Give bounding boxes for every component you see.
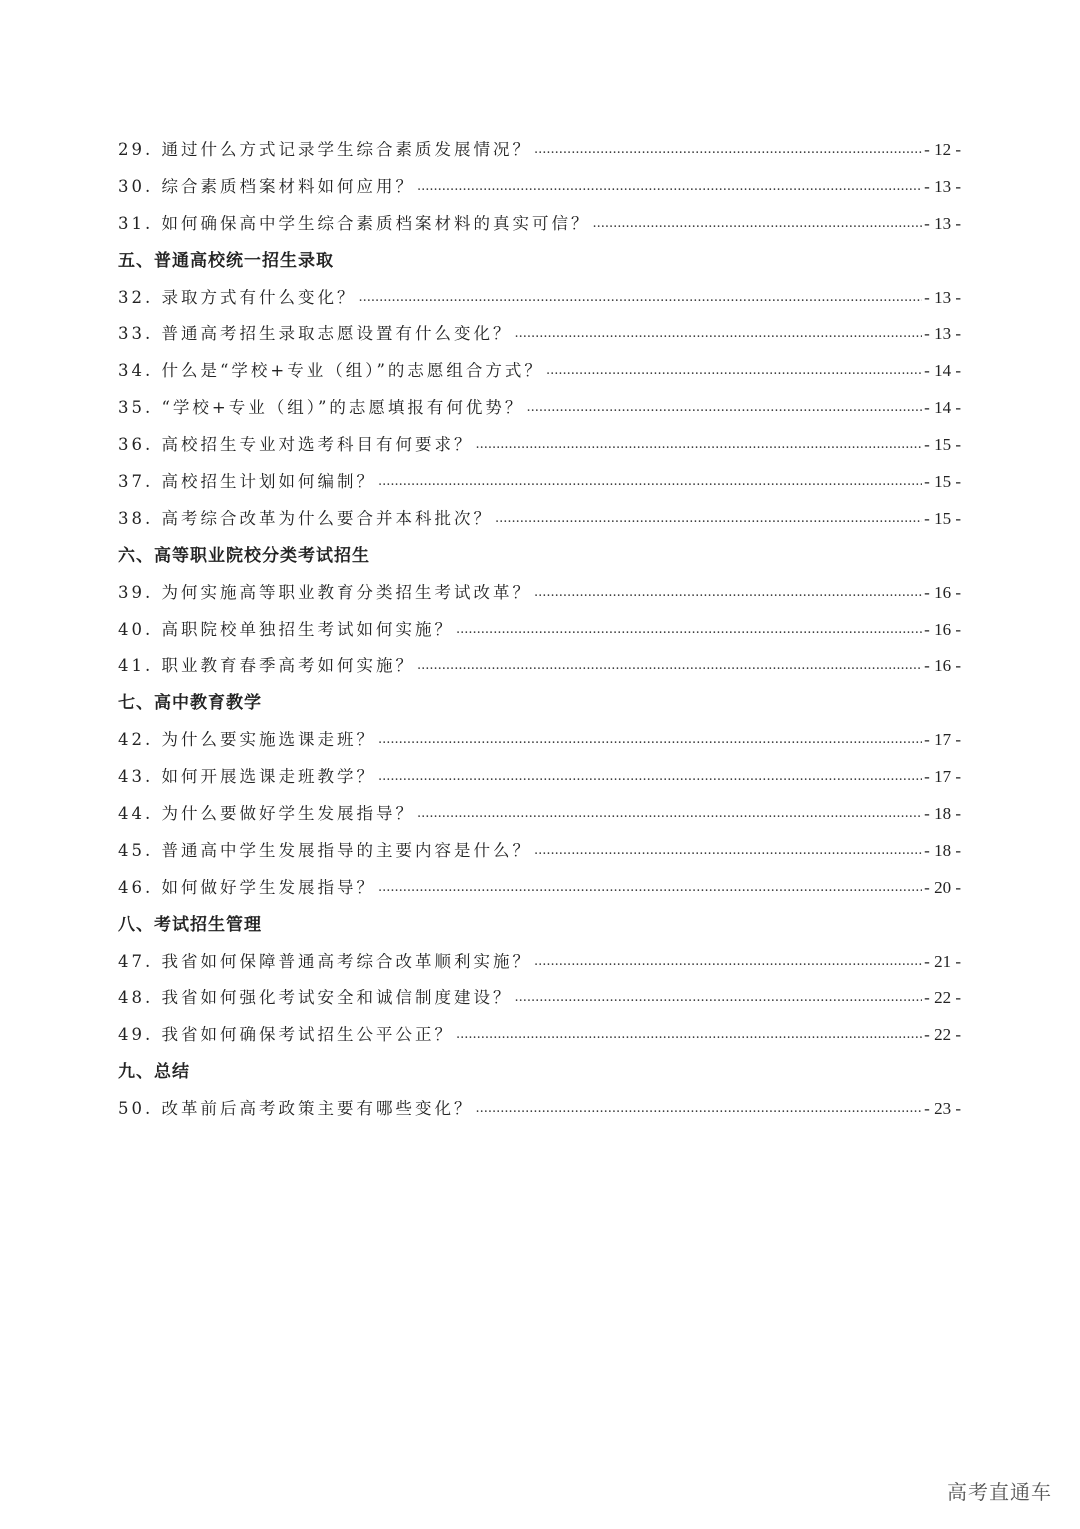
toc-entry-title: 50. 改革前后高考政策主要有哪些变化？ bbox=[118, 1099, 474, 1119]
toc-entry[interactable] bbox=[118, 320, 961, 357]
toc-entry-page: - 13 - bbox=[924, 213, 961, 233]
toc-entry-title: 30. 综合素质档案材料如何应用？ bbox=[118, 176, 415, 196]
toc-entry-page: - 14 - bbox=[924, 398, 961, 418]
toc-section-heading: 八、考试招生管理 bbox=[118, 914, 262, 935]
toc-entry-page: - 15 - bbox=[924, 435, 961, 455]
toc-entry-page: - 21 - bbox=[924, 951, 961, 971]
toc-entry-title: 48. 我省如何强化考试安全和诚信制度建设？ bbox=[118, 988, 513, 1008]
toc-entry-page: - 18 - bbox=[924, 840, 961, 860]
toc-entry[interactable] bbox=[118, 948, 961, 985]
toc-entry[interactable] bbox=[118, 1021, 961, 1058]
toc-entry-title: 40. 高职院校单独招生考试如何实施？ bbox=[118, 619, 454, 639]
dot-leader bbox=[378, 726, 922, 754]
toc-entry[interactable] bbox=[118, 357, 961, 394]
toc-entry-title: 42. 为什么要实施选课走班？ bbox=[118, 730, 376, 750]
toc-entry-title: 37. 高校招生计划如何编制？ bbox=[118, 472, 376, 492]
toc-entry[interactable] bbox=[118, 874, 961, 911]
dot-leader bbox=[476, 1095, 923, 1123]
toc-entry[interactable] bbox=[118, 284, 961, 321]
toc-entry[interactable] bbox=[118, 173, 961, 210]
dot-leader bbox=[515, 984, 923, 1012]
toc-section-heading: 六、高等职业院校分类考试招生 bbox=[118, 545, 370, 566]
toc-entry-page: - 14 - bbox=[924, 361, 961, 381]
toc-entry-title: 46. 如何做好学生发展指导？ bbox=[118, 877, 376, 897]
toc-section-heading: 五、普通高校统一招生录取 bbox=[118, 250, 334, 271]
toc-entry[interactable] bbox=[118, 763, 961, 800]
toc-entry-page: - 22 - bbox=[924, 988, 961, 1008]
toc-entry-title: 47. 我省如何保障普通高考综合改革顺利实施？ bbox=[118, 951, 532, 971]
table-of-contents bbox=[118, 136, 961, 1132]
dot-leader bbox=[378, 763, 922, 791]
toc-entry-page: - 16 - bbox=[924, 656, 961, 676]
toc-entry[interactable] bbox=[118, 726, 961, 763]
toc-entry-page: - 16 - bbox=[924, 582, 961, 602]
dot-leader bbox=[456, 616, 922, 644]
toc-entry-page: - 18 - bbox=[924, 804, 961, 824]
toc-entry[interactable] bbox=[118, 505, 961, 542]
dot-leader bbox=[534, 136, 922, 164]
toc-entry-title: 31. 如何确保高中学生综合素质档案材料的真实可信？ bbox=[118, 213, 591, 233]
dot-leader bbox=[417, 652, 922, 680]
toc-section-heading: 七、高中教育教学 bbox=[118, 693, 262, 714]
toc-entry[interactable] bbox=[118, 468, 961, 505]
dot-leader bbox=[534, 579, 922, 607]
dot-leader bbox=[534, 837, 922, 865]
toc-entry-page: - 15 - bbox=[924, 472, 961, 492]
dot-leader bbox=[593, 210, 923, 238]
toc-entry[interactable] bbox=[118, 837, 961, 874]
toc-entry-page: - 17 - bbox=[924, 767, 961, 787]
toc-entry-page: - 13 - bbox=[924, 324, 961, 344]
toc-entry-title: 29. 通过什么方式记录学生综合素质发展情况？ bbox=[118, 140, 532, 159]
dot-leader bbox=[526, 394, 922, 422]
toc-entry[interactable] bbox=[118, 210, 961, 247]
toc-entry-title: 34. 什么是“学校+专业（组）”的志愿组合方式？ bbox=[118, 361, 544, 381]
toc-entry-title: 32. 录取方式有什么变化？ bbox=[118, 287, 357, 307]
toc-entry[interactable] bbox=[118, 136, 961, 173]
toc-entry-title: 33. 普通高考招生录取志愿设置有什么变化？ bbox=[118, 324, 513, 344]
toc-entry-title: 43. 如何开展选课走班教学？ bbox=[118, 767, 376, 787]
toc-entry-page: - 20 - bbox=[924, 877, 961, 897]
toc-entry-page: - 12 - bbox=[924, 140, 961, 159]
toc-entry-title: 45. 普通高中学生发展指导的主要内容是什么？ bbox=[118, 840, 532, 860]
toc-entry[interactable] bbox=[118, 616, 961, 653]
toc-entry-title: 38. 高考综合改革为什么要合并本科批次？ bbox=[118, 508, 493, 528]
toc-entry-page: - 13 - bbox=[924, 287, 961, 307]
toc-entry-page: - 16 - bbox=[924, 619, 961, 639]
dot-leader bbox=[515, 320, 923, 348]
toc-entry-title: 39. 为何实施高等职业教育分类招生考试改革？ bbox=[118, 582, 532, 602]
watermark: 高考直通车 bbox=[947, 1480, 1052, 1504]
dot-leader bbox=[546, 357, 922, 385]
dot-leader bbox=[359, 284, 923, 312]
toc-entry[interactable] bbox=[118, 800, 961, 837]
toc-entry-title: 35. “学校+专业（组）”的志愿填报有何优势？ bbox=[118, 398, 525, 418]
toc-entry[interactable] bbox=[118, 1095, 961, 1132]
toc-entry[interactable] bbox=[118, 579, 961, 616]
toc-entry-title: 36. 高校招生专业对选考科目有何要求？ bbox=[118, 435, 474, 455]
toc-entry-page: - 17 - bbox=[924, 730, 961, 750]
toc-section-heading: 九、总结 bbox=[118, 1062, 190, 1083]
dot-leader bbox=[534, 948, 922, 976]
toc-entry-page: - 22 - bbox=[924, 1025, 961, 1045]
toc-entry-page: - 15 - bbox=[924, 508, 961, 528]
toc-entry[interactable] bbox=[118, 984, 961, 1021]
toc-entry-page: - 13 - bbox=[924, 176, 961, 196]
toc-entry-title: 49. 我省如何确保考试招生公平公正？ bbox=[118, 1025, 454, 1045]
toc-entry[interactable] bbox=[118, 394, 961, 431]
dot-leader bbox=[417, 800, 922, 828]
toc-entry[interactable] bbox=[118, 431, 961, 468]
dot-leader bbox=[495, 505, 922, 533]
toc-entry[interactable] bbox=[118, 652, 961, 689]
dot-leader bbox=[378, 468, 922, 496]
dot-leader bbox=[456, 1021, 922, 1049]
dot-leader bbox=[417, 173, 922, 201]
dot-leader bbox=[378, 874, 922, 902]
dot-leader bbox=[476, 431, 923, 459]
toc-entry-title: 41. 职业教育春季高考如何实施？ bbox=[118, 656, 415, 676]
toc-entry-page: - 23 - bbox=[924, 1099, 961, 1119]
toc-entry-title: 44. 为什么要做好学生发展指导？ bbox=[118, 804, 415, 824]
